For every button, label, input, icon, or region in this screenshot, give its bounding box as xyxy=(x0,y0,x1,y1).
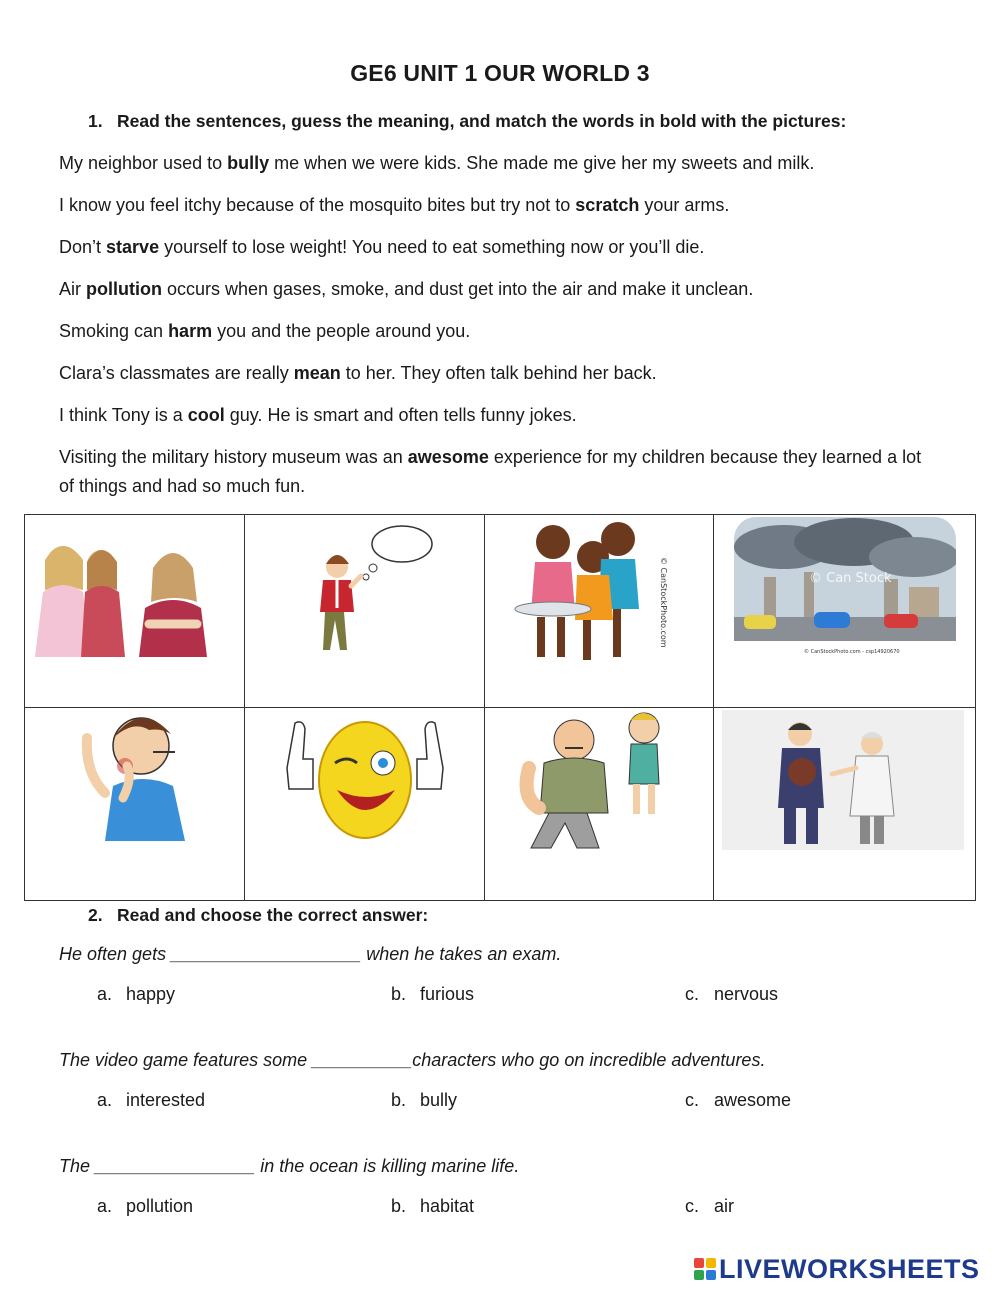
option-letter: a. xyxy=(97,984,113,1004)
option-letter: a. xyxy=(97,1090,113,1110)
starving-children-picture xyxy=(513,517,688,667)
picture-cell-3[interactable] xyxy=(485,515,714,708)
section2-heading xyxy=(88,905,428,926)
scratching-boy-picture xyxy=(53,708,218,843)
watermark-text: © CanStockPhoto.com xyxy=(659,557,668,648)
option-text: nervous xyxy=(714,984,779,1004)
sentence-text: me when we were kids. She made me give her my sweets and milk. xyxy=(269,153,815,173)
picture-cell-7[interactable] xyxy=(485,708,714,901)
liveworksheets-logo[interactable] xyxy=(694,1252,980,1286)
option-3a[interactable] xyxy=(97,1196,193,1217)
option-text: pollution xyxy=(126,1196,194,1216)
picture-caption: © CanStockPhoto.com - csp14920670 xyxy=(804,649,900,655)
section1-heading-text: Read the sentences, guess the meaning, and match the words in bold with the pictures: xyxy=(117,111,847,131)
option-letter: a. xyxy=(97,1196,113,1216)
bold-word: awesome xyxy=(407,447,489,467)
picture-cell-2[interactable] xyxy=(245,515,485,708)
question-1: He often gets ___________________ when he takes an exam. xyxy=(59,944,562,964)
option-text: bully xyxy=(420,1090,458,1110)
watermark-text: © Can Stock xyxy=(809,571,892,586)
bold-word: cool xyxy=(187,405,225,425)
sentence-text: yourself to lose weight! You need to eat something now or you’ll die. xyxy=(159,237,705,257)
whispering-girls-picture xyxy=(33,532,213,657)
sentence-1 xyxy=(59,149,939,178)
option-text: awesome xyxy=(714,1090,792,1110)
option-text: air xyxy=(714,1196,735,1216)
option-2a[interactable] xyxy=(97,1090,205,1111)
sentence-text: to her. They often talk behind her back. xyxy=(340,363,657,383)
option-letter: c. xyxy=(685,1090,700,1110)
section2-heading-text: Read and choose the correct answer: xyxy=(117,905,429,925)
option-1b[interactable] xyxy=(391,984,474,1005)
sentence-text: I know you feel itchy because of the mosquito bites but try not to xyxy=(59,195,576,215)
bold-word: bully xyxy=(227,153,270,173)
bold-word: scratch xyxy=(575,195,640,215)
option-letter: b. xyxy=(391,984,407,1004)
option-2b[interactable] xyxy=(391,1090,457,1111)
sentence-text: you and the people around you. xyxy=(212,321,471,341)
sentence-text: Don’t xyxy=(59,237,107,257)
question-2: The video game features some __________characters who go on incredible adventures. xyxy=(59,1050,766,1070)
picture-cell-6[interactable] xyxy=(245,708,485,901)
option-text: happy xyxy=(126,984,176,1004)
sentence-5 xyxy=(59,317,939,346)
smoking-harm-picture xyxy=(722,710,964,850)
picture-grid xyxy=(24,514,976,901)
option-1a[interactable] xyxy=(97,984,175,1005)
sentence-text: My neighbor used to xyxy=(59,153,228,173)
option-3b[interactable] xyxy=(391,1196,474,1217)
option-text: furious xyxy=(420,984,475,1004)
logo-mark-icon xyxy=(694,1258,716,1280)
sentence-6 xyxy=(59,359,939,388)
sentence-text: Visiting the military history museum was an xyxy=(59,447,408,467)
sentence-7 xyxy=(59,401,939,430)
option-text: interested xyxy=(126,1090,206,1110)
picture-cell-1[interactable] xyxy=(25,515,245,708)
sentence-text: guy. He is smart and often tells funny jokes. xyxy=(224,405,577,425)
section1-number: 1. xyxy=(88,111,103,131)
option-1c[interactable] xyxy=(685,984,778,1005)
air-pollution-picture xyxy=(734,517,956,657)
bold-word: mean xyxy=(293,363,341,383)
option-letter: b. xyxy=(391,1090,407,1110)
option-letter: c. xyxy=(685,1196,700,1216)
bully-picture xyxy=(519,708,684,858)
sentence-3 xyxy=(59,233,939,262)
option-3c[interactable] xyxy=(685,1196,734,1217)
picture-cell-5[interactable] xyxy=(25,708,245,901)
bold-word: pollution xyxy=(86,279,162,299)
sentence-text: Clara’s classmates are really xyxy=(59,363,294,383)
sentence-4 xyxy=(59,275,939,304)
sentence-text: Air xyxy=(59,279,86,299)
sentence-text: occurs when gases, smoke, and dust get into the air and make it unclean. xyxy=(161,279,754,299)
bold-word: starve xyxy=(106,237,160,257)
sentence-text: your arms. xyxy=(639,195,730,215)
section1-heading xyxy=(88,111,846,132)
section2-number: 2. xyxy=(88,905,103,925)
option-letter: b. xyxy=(391,1196,407,1216)
picture-cell-4[interactable] xyxy=(714,515,976,708)
sentence-text: experience for my children because they learned a lot of things and had so much fun. xyxy=(59,447,922,496)
option-letter: c. xyxy=(685,984,700,1004)
option-text: habitat xyxy=(420,1196,475,1216)
sentence-text: Smoking can xyxy=(59,321,169,341)
sentence-8 xyxy=(59,443,939,501)
option-2c[interactable] xyxy=(685,1090,791,1111)
thinking-boy-picture xyxy=(297,522,437,657)
question-3: The ________________ in the ocean is killing marine life. xyxy=(59,1156,520,1176)
sentence-text: I think Tony is a xyxy=(59,405,188,425)
sentence-2 xyxy=(59,191,939,220)
page-title: GE6 UNIT 1 OUR WORLD 3 xyxy=(350,60,650,86)
bold-word: harm xyxy=(168,321,213,341)
thumbs-up-emoji-picture xyxy=(275,708,455,843)
logo-text: LIVEWORKSHEETS xyxy=(719,1253,980,1284)
picture-cell-8[interactable] xyxy=(714,708,976,901)
